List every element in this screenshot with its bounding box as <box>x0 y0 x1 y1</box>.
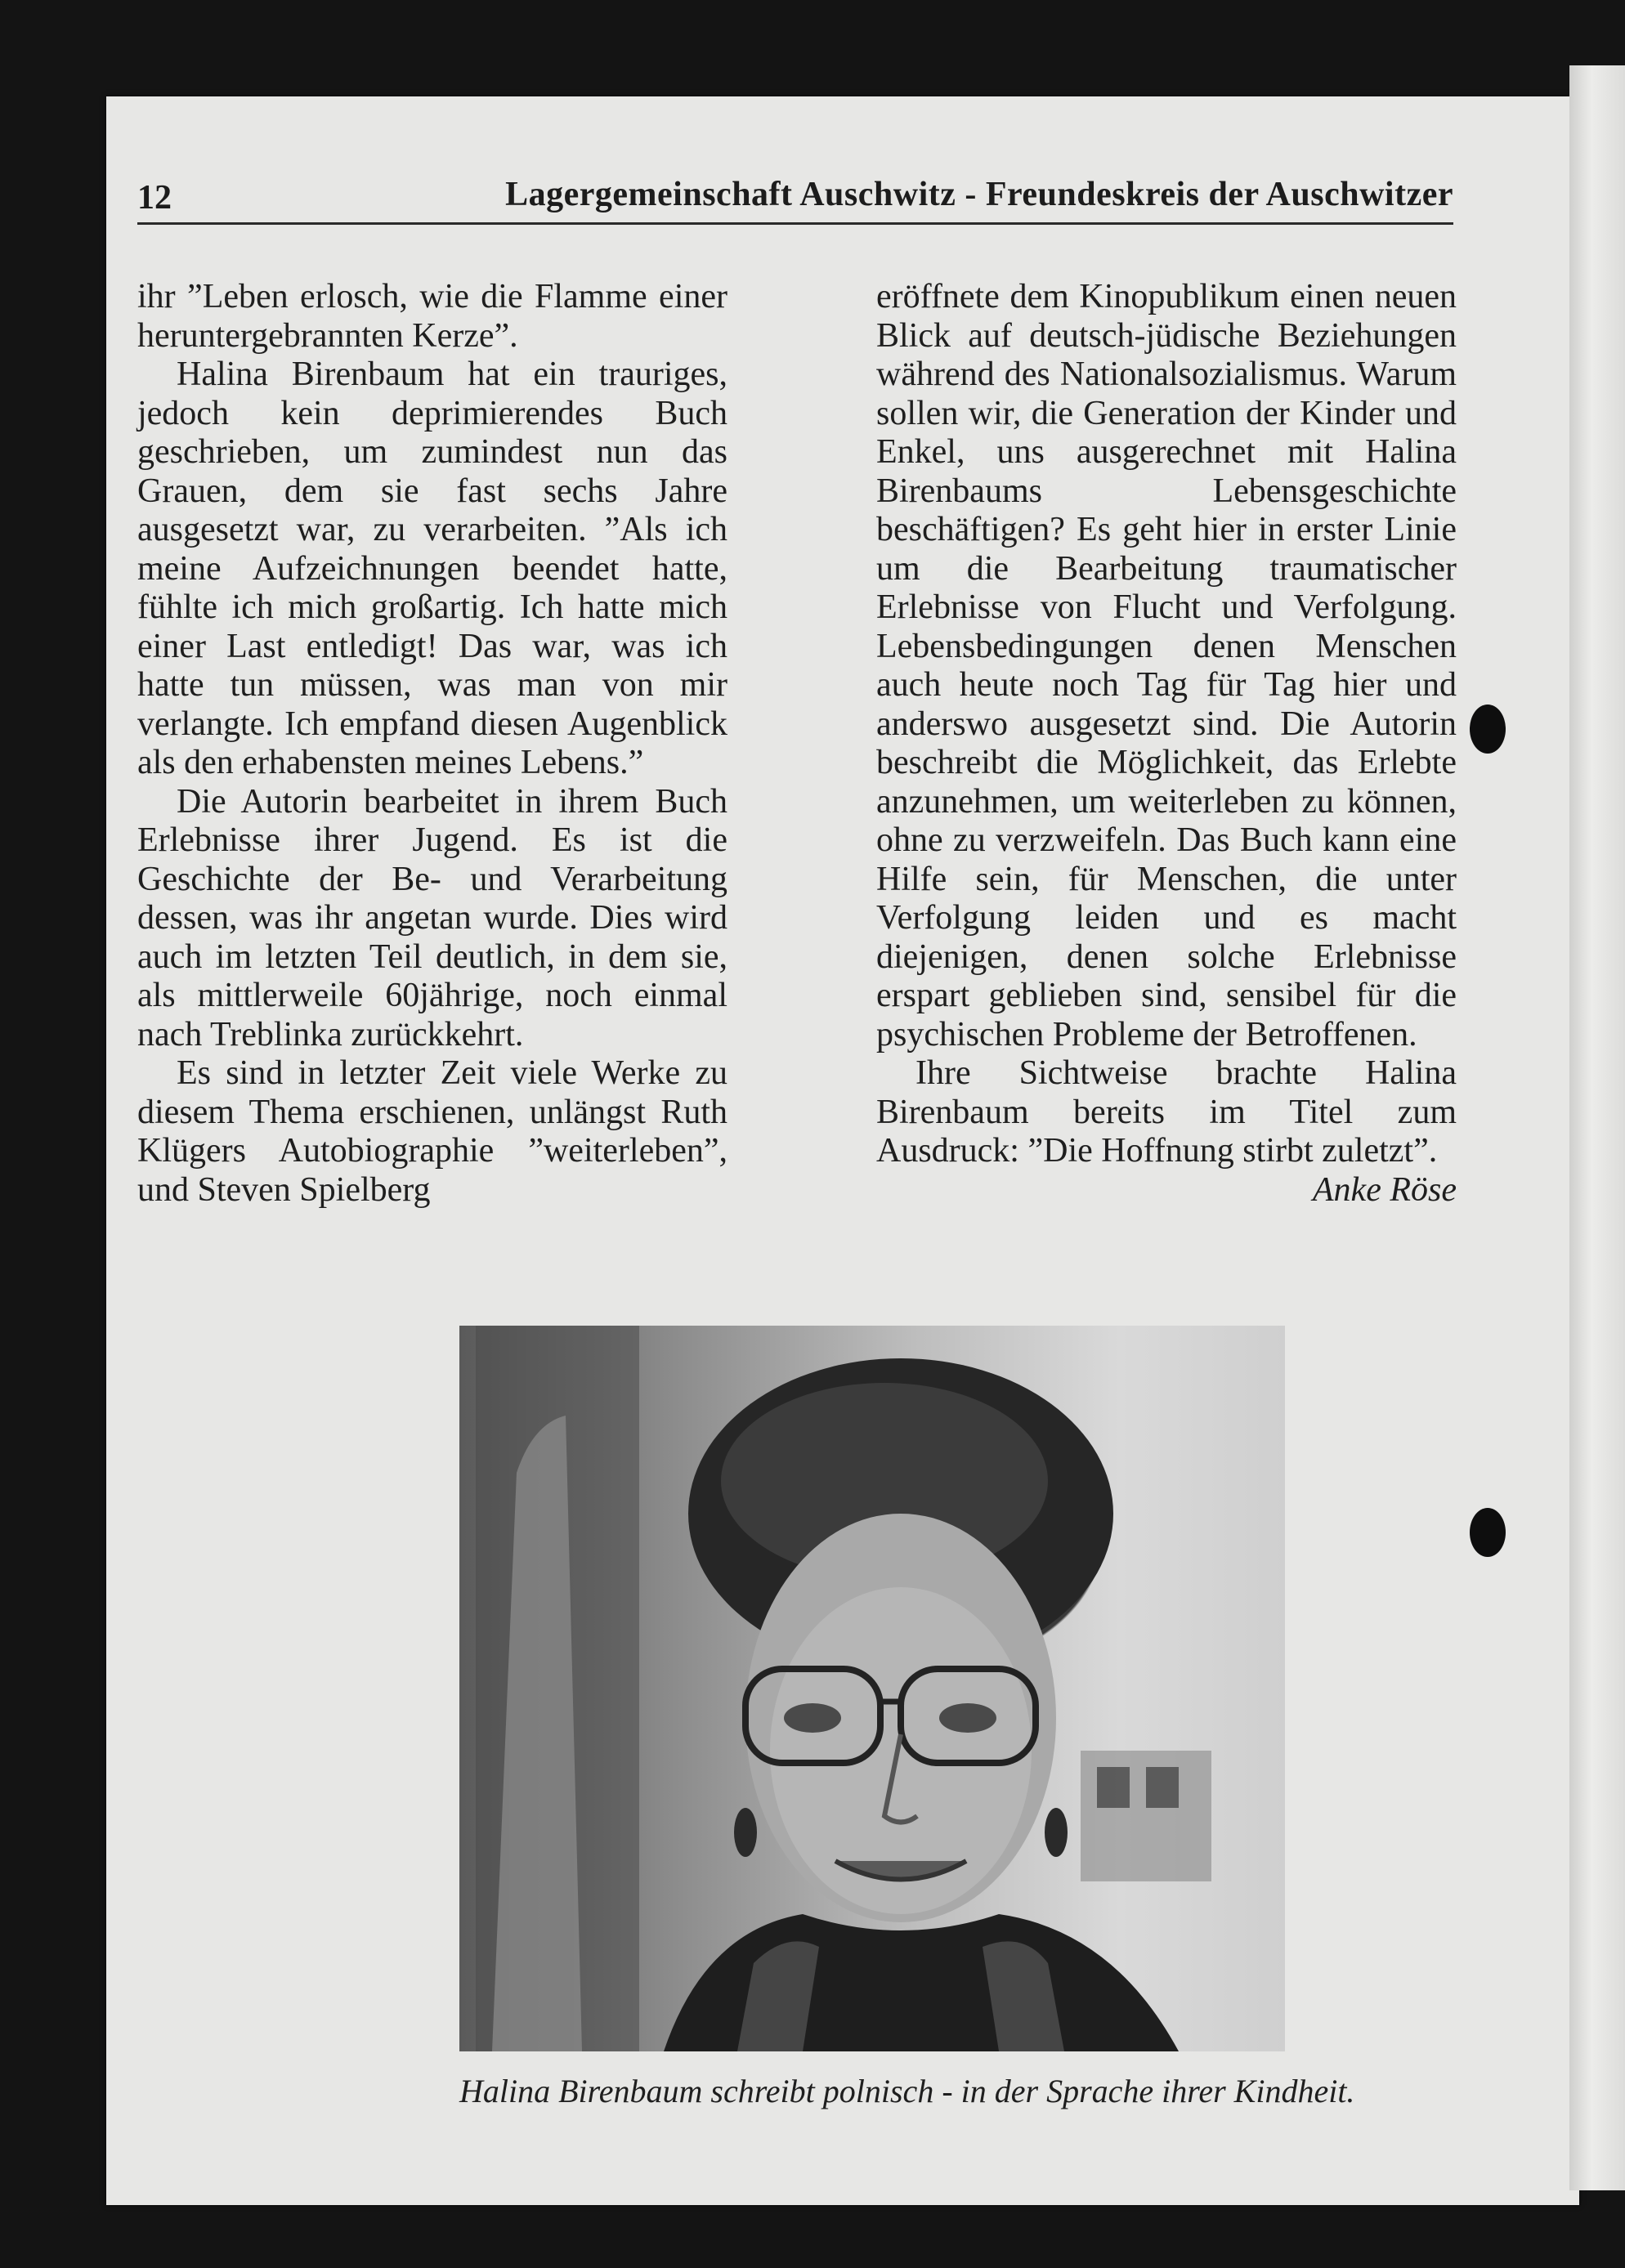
next-page-edge <box>1569 65 1625 2190</box>
right-column <box>876 278 1457 1210</box>
header-rule <box>137 222 1453 225</box>
page-number: 12 <box>137 179 172 217</box>
paragraph: ihr ”Leben erlosch, wie die Flamme einer heruntergebrannten Kerze”. <box>137 278 727 355</box>
portrait-illustration <box>459 1326 1285 2051</box>
paragraph-with-author <box>876 1054 1457 1209</box>
photo-caption: Halina Birenbaum schreibt polnisch - in der Sprache ihrer Kindheit. <box>459 2073 1355 2109</box>
paragraph: Halina Birenbaum hat ein trauriges, jedoch kein deprimierendes Buch geschrieben, um zumindest nun das Grauen, dem sie fast sechs Jahre ausgesetzt war, zu verarbeiten. ”Als ich meine Aufzeichnungen beendet hatte, fühlte ich mich großartig. Ich hatte mich einer Last entledigt! Das war, was ich hatte tun müssen, was man von mir verlangte. Ich empfand diesen Augenblick als den erhabensten meines Lebens.” <box>137 356 727 781</box>
left-column <box>137 278 727 1210</box>
paragraph: Die Autorin bearbeitet in ihrem Buch Erlebnisse ihrer Jugend. Es ist die Geschichte der Be- und Verarbeitung dessen, was ihr angetan wurde. Dies wird auch im letzten Teil deutlich, in dem sie, als mittlerweile 60jährige, noch einmal nach Treblinka zurückkehrt. <box>137 782 727 1053</box>
paragraph: eröffnete dem Kinopublikum einen neuen Blick auf deutsch-jüdische Beziehungen während des Nationalsozialismus. Warum sollen wir, die Generation der Kinder und Enkel, uns ausgerechnet mit Halina Birenbaums Lebensgeschichte beschäftigen? Es geht hier in erster Linie um die Bearbeitung traumatischer Erlebnisse von Flucht und Verfolgung. Lebensbedingungen denen Menschen auch heute noch Tag für Tag hier und anderswo ausgesetzt sind. Die Autorin beschreibt die Möglichkeit, das Erlebte anzunehmen, um weiterleben zu können, ohne zu verzweifeln. Das Buch kann eine Hilfe sein, für Menschen, die unter Verfolgung leiden und es macht diejenigen, denen solche Erlebnisse erspart geblieben sind, sensibel für die psychischen Probleme der Betroffenen. <box>876 278 1457 1053</box>
paragraph: Es sind in letzter Zeit viele Werke zu diesem Thema erschienen, unlängst Ruth Klügers Autobiographie ”weiterleben”, und Steven Spielberg <box>137 1054 727 1209</box>
author-signature: Anke Röse <box>1312 1170 1457 1209</box>
paragraph-text: Ihre Sichtweise brachte Halina Birenbaum bereits im Titel zum Ausdruck: ”Die Hoffnung stirbt zuletzt”. <box>876 1054 1457 1170</box>
punch-hole <box>1470 705 1506 754</box>
portrait-photo <box>459 1326 1285 2051</box>
punch-hole <box>1470 1508 1506 1557</box>
running-title: Lagergemeinschaft Auschwitz - Freundeskreis der Auschwitzer <box>505 176 1453 213</box>
